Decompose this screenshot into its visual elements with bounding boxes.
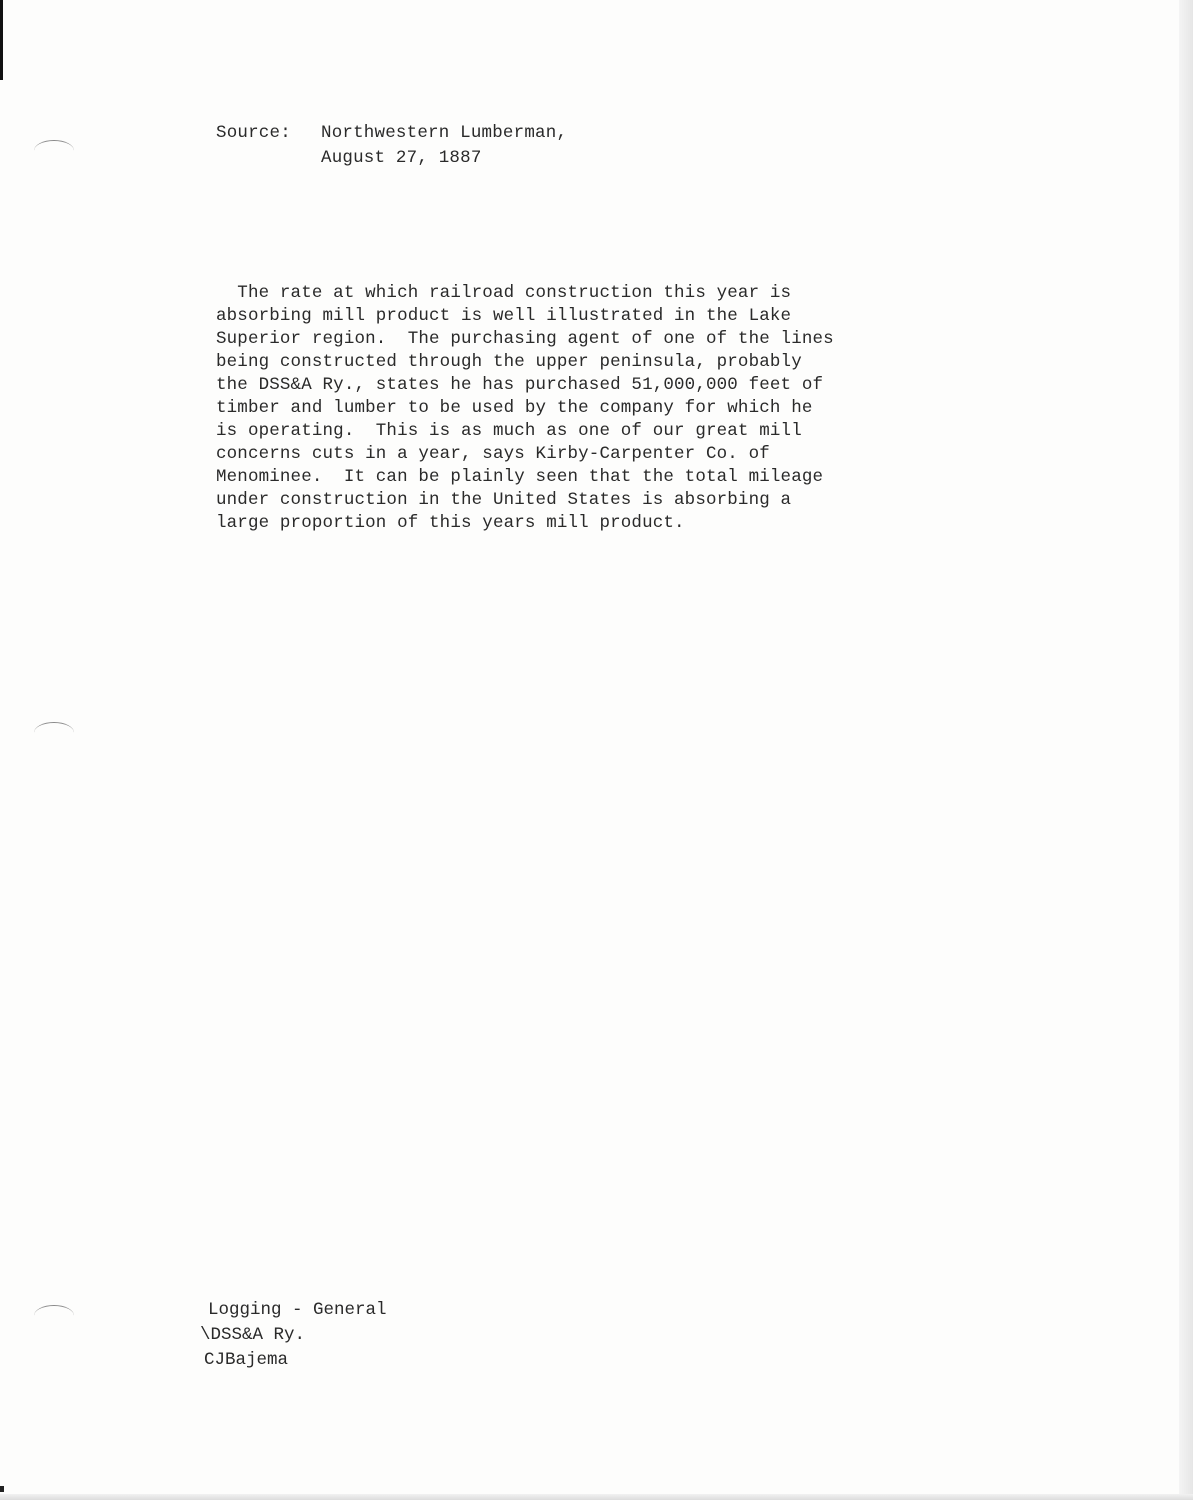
scan-edge-mark bbox=[0, 0, 3, 80]
body-line: under construction in the United States is absorbing a bbox=[216, 490, 792, 510]
source-publication: Northwestern Lumberman, bbox=[321, 123, 568, 143]
punch-hole-mark bbox=[34, 722, 74, 743]
scan-corner-mark bbox=[0, 1486, 4, 1492]
body-line: The rate at which railroad construction this year is bbox=[216, 283, 792, 303]
filing-notes bbox=[200, 1298, 387, 1373]
body-line: large proportion of this years mill product. bbox=[216, 513, 685, 533]
scan-right-shadow bbox=[1179, 0, 1193, 1500]
filing-category: Logging - General bbox=[208, 1300, 387, 1320]
source-label: Source: bbox=[216, 123, 291, 143]
body-line: concerns cuts in a year, says Kirby-Carpenter Co. of bbox=[216, 444, 770, 464]
source-date: August 27, 1887 bbox=[321, 148, 482, 168]
body-line: being constructed through the upper peninsula, probably bbox=[216, 352, 802, 372]
punch-hole-mark bbox=[34, 1305, 74, 1326]
body-line: Superior region. The purchasing agent of one of the lines bbox=[216, 329, 834, 349]
filing-author: CJBajema bbox=[204, 1350, 289, 1370]
scan-bottom-shadow bbox=[0, 1494, 1193, 1500]
body-line: absorbing mill product is well illustrated in the Lake bbox=[216, 306, 792, 326]
body-line: the DSS&A Ry., states he has purchased 51,000,000 feet of bbox=[216, 375, 824, 395]
filing-subject: \DSS&A Ry. bbox=[200, 1325, 306, 1345]
punch-hole-mark bbox=[34, 140, 74, 161]
body-line: Menominee. It can be plainly seen that the total mileage bbox=[216, 467, 824, 487]
article-body bbox=[216, 282, 936, 535]
body-line: is operating. This is as much as one of our great mill bbox=[216, 421, 802, 441]
body-line: timber and lumber to be used by the company for which he bbox=[216, 398, 813, 418]
